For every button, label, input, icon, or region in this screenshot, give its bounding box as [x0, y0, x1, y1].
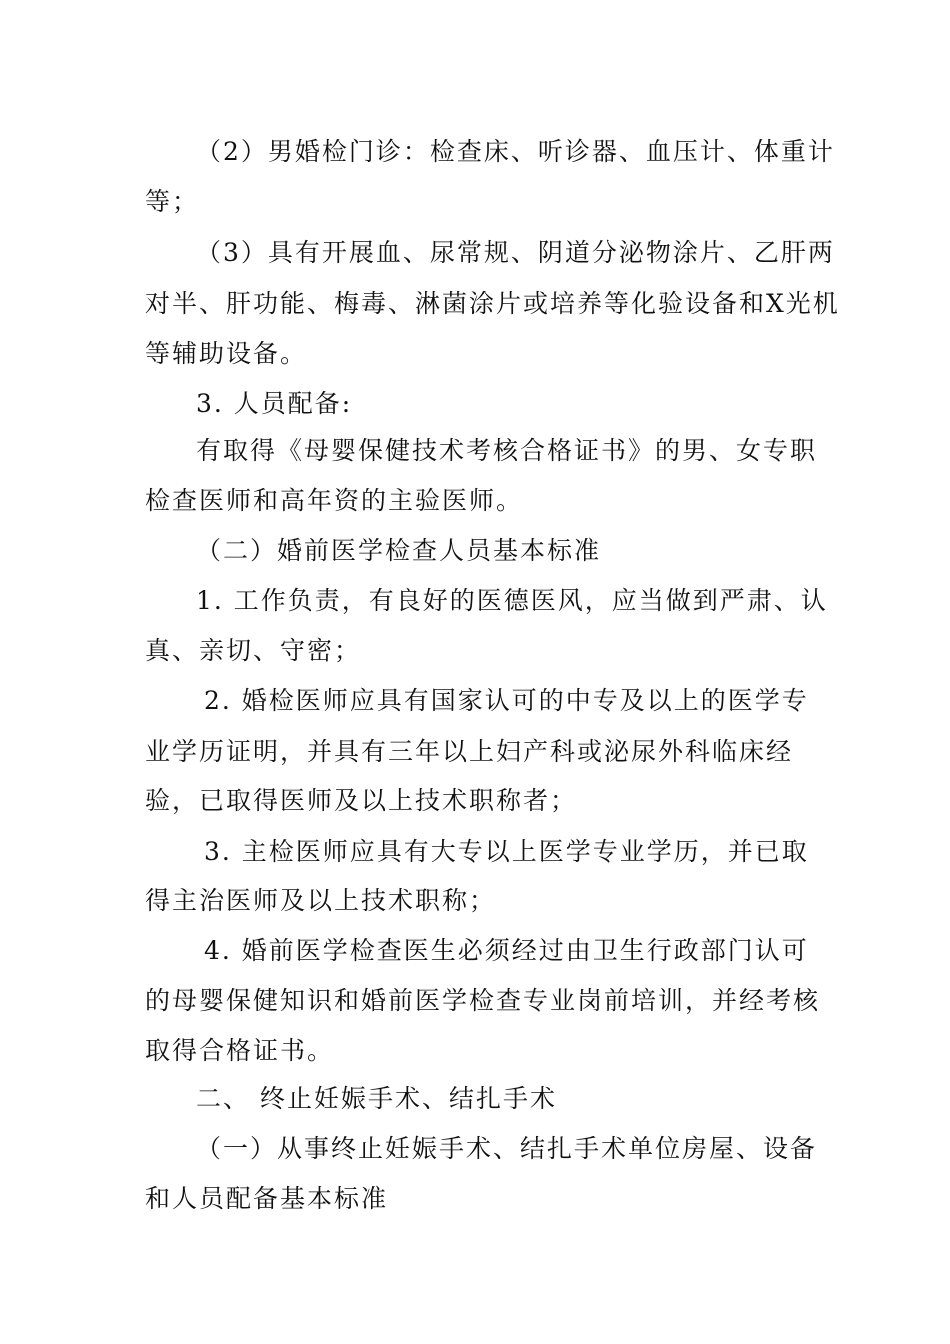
text-line: （2）男婚检门诊：检查床、听诊器、血压计、体重计 — [196, 137, 835, 166]
text-line: 业学历证明，并具有三年以上妇产科或泌尿外科临床经 — [145, 737, 794, 766]
text-line: 对半、肝功能、梅毒、淋菌涂片或培养等化验设备和X光机 — [145, 289, 840, 318]
text-line: 等辅助设备。 — [145, 339, 308, 368]
text-line: 等； — [145, 187, 200, 216]
text-line: 的母婴保健知识和婚前医学检查专业岗前培训，并经考核 — [145, 986, 821, 1015]
text-line: （一）从事终止妊娠手术、结扎手术单位房屋、设备 — [196, 1134, 818, 1163]
text-line: 3. 主检医师应具有大专以上医学专业学历，并已取 — [204, 837, 809, 866]
text-line: 和人员配备基本标准 — [145, 1184, 389, 1213]
text-line: 有取得《母婴保健技术考核合格证书》的男、女专职 — [196, 436, 818, 465]
section-heading: 二、 终止妊娠手术、结扎手术 — [196, 1084, 557, 1113]
text-line: 1. 工作负责，有良好的医德医风，应当做到严肃、认 — [196, 586, 828, 615]
text-line: 4. 婚前医学检查医生必须经过由卫生行政部门认可 — [204, 936, 809, 965]
text-line: 真、亲切、守密； — [145, 636, 362, 665]
text-line: （二）婚前医学检查人员基本标准 — [196, 536, 602, 565]
text-line: 得主治医师及以上技术职称； — [145, 886, 497, 915]
text-line: （3）具有开展血、尿常规、阴道分泌物涂片、乙肝两 — [196, 238, 835, 267]
text-line: 检查医师和高年资的主验医师。 — [145, 486, 524, 515]
text-line: 验，已取得医师及以上技术职称者； — [145, 786, 578, 815]
text-line: 3. 人员配备: — [196, 389, 353, 418]
text-line: 2. 婚检医师应具有国家认可的中专及以上的医学专 — [204, 686, 809, 715]
text-line: 取得合格证书。 — [145, 1036, 335, 1065]
